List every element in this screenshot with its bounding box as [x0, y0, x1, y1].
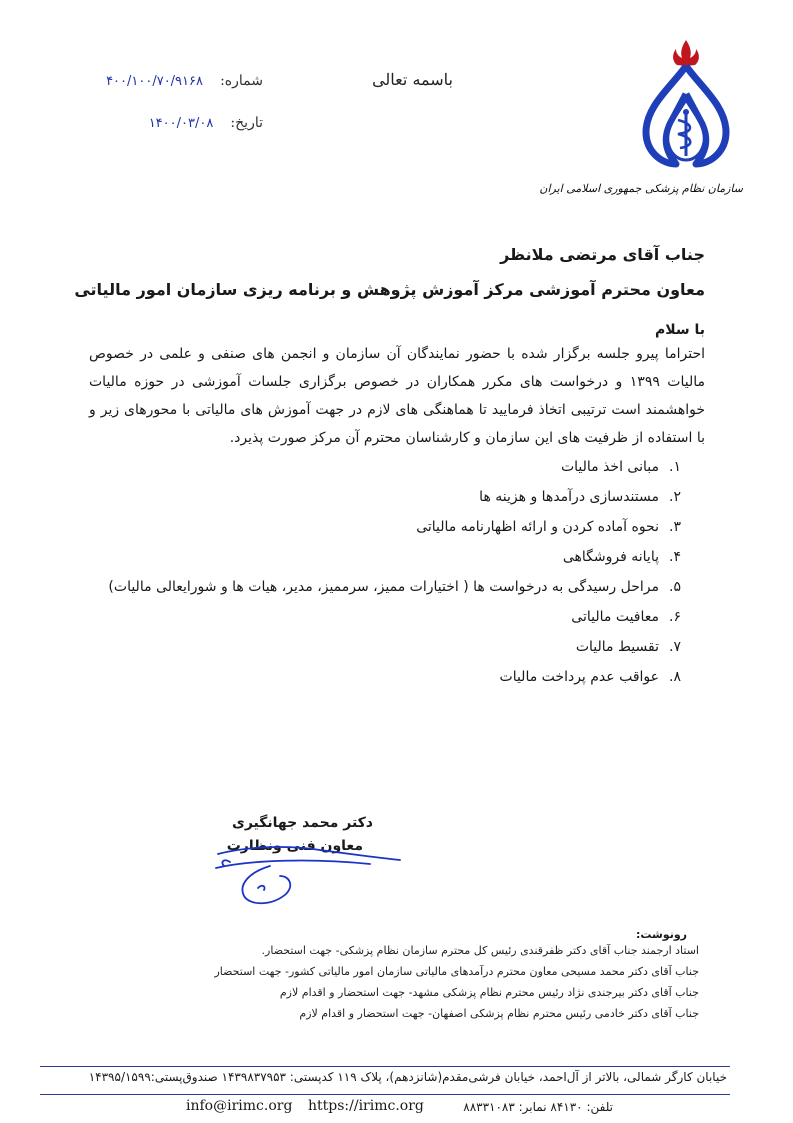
- footer-phone: تلفن: ۸۴۱۳۰ نمابر: ۸۸۳۳۱۰۸۳: [463, 1100, 613, 1114]
- list-item: [108, 662, 681, 692]
- cc-title: رونوشت:: [635, 928, 687, 941]
- list-number: ۳.: [669, 519, 681, 535]
- list-text: پایانه فروشگاهی: [562, 549, 659, 565]
- letter-number: [106, 70, 263, 89]
- logo-caption: سازمان نظام پزشکی جمهوری اسلامی ایران: [539, 182, 743, 195]
- list-number: ۲.: [669, 489, 681, 505]
- list-item: [108, 512, 681, 542]
- list-text: عواقب عدم پرداخت مالیات: [499, 669, 659, 685]
- cc-line: جناب آقای دکتر محمد مسیحی معاون محترم درآمدهای مالیاتی سازمان امور مالیاتی کشور- جهت استحضار: [214, 965, 699, 978]
- organization-logo: [632, 36, 740, 176]
- cc-list: [214, 940, 699, 1024]
- signatory-title: معاون فنی ونظارت: [226, 838, 363, 854]
- handwritten-signature: [210, 828, 410, 910]
- body-paragraph: احتراما پیرو جلسه برگزار شده با حضور نمایندگان آن سازمان و انجمن های صنفی و علمی در خصوص مالیات ۱۳۹۹ و درخواست های مکرر همکاران در خصوص برگزاری جلسات آموزشی در حوزه مالیات خواهشمند است ترتیبی اتخاذ فرمایید تا هماهنگی های لازم در جهت آموزش های مالیاتی با محورهای زیر و با استفاده از ظرفیت های این سازمان و کارشناسان محترم آن مرکز صورت پذیرد.: [89, 346, 706, 446]
- list-number: ۷.: [669, 639, 681, 655]
- list-text: مراحل رسیدگی به درخواست ها ( اختیارات ممیز، سرممیز، مدیر، هیات ها و شورایعالی مالیات): [108, 579, 659, 595]
- cc-line: جناب آقای دکتر خادمی رئیس محترم نظام پزشکی اصفهان- جهت استحضار و اقدام لازم: [299, 1007, 699, 1020]
- signatory-name: دکتر محمد جهانگیری: [232, 815, 373, 831]
- footer-email[interactable]: info@irimc.org: [186, 1098, 293, 1114]
- list-item: [108, 572, 681, 602]
- list-item: [108, 542, 681, 572]
- list-item: [108, 482, 681, 512]
- topic-list: [108, 452, 681, 692]
- cc-line: استاد ارجمند جناب آقای دکتر ظفرقندی رئیس کل محترم سازمان نظام پزشکی- جهت استحضار.: [261, 944, 699, 957]
- list-number: ۵.: [669, 579, 681, 595]
- footer-bottom-rule: [40, 1094, 730, 1095]
- list-text: معافیت مالیاتی: [571, 609, 659, 625]
- medical-council-emblem-icon: [632, 36, 740, 176]
- footer-address: خیابان کارگر شمالی، بالاتر از آل‌احمد، خیابان فرشی‌مقدم(شانزدهم)، پلاک ۱۱۹ کدپستی: ۱۴۳۹۸۳۷۹۵۳ صندوق‌پستی:۱۴۳۹۵/۱۵۹۹: [88, 1070, 727, 1084]
- list-item: [108, 602, 681, 632]
- footer-website[interactable]: https://irimc.org: [308, 1098, 424, 1114]
- list-number: ۶.: [669, 609, 681, 625]
- greeting: با سلام: [654, 322, 705, 338]
- footer-top-rule: [40, 1066, 730, 1067]
- letter-date: [149, 112, 263, 131]
- list-text: مبانی اخذ مالیات: [560, 459, 659, 475]
- addressee-position: معاون محترم آموزشی مرکز آموزش پژوهش و برنامه ریزی سازمان امور مالیاتی: [74, 280, 705, 299]
- addressee-name: جناب آقای مرتضی ملانظر: [500, 245, 705, 264]
- date-label: تاریخ:: [230, 115, 263, 131]
- list-number: ۴.: [669, 549, 681, 565]
- number-value: ۴۰۰/۱۰۰/۷۰/۹۱۶۸: [106, 74, 203, 89]
- list-text: تقسیط مالیات: [575, 639, 659, 655]
- bismillah-heading: باسمه تعالی: [372, 70, 453, 89]
- list-text: مستندسازی درآمدها و هزینه ها: [479, 489, 659, 505]
- list-number: ۸.: [669, 669, 681, 685]
- cc-line: جناب آقای دکتر بیرجندی نژاد رئیس محترم نظام پزشکی مشهد- جهت استحضار و اقدام لازم: [279, 986, 699, 999]
- number-label: شماره:: [220, 73, 263, 89]
- date-value: ۱۴۰۰/۰۳/۰۸: [148, 116, 214, 131]
- list-item: [108, 452, 681, 482]
- list-number: ۱.: [669, 459, 681, 475]
- list-item: [108, 632, 681, 662]
- list-text: نحوه آماده کردن و ارائه اظهارنامه مالیاتی: [416, 519, 659, 535]
